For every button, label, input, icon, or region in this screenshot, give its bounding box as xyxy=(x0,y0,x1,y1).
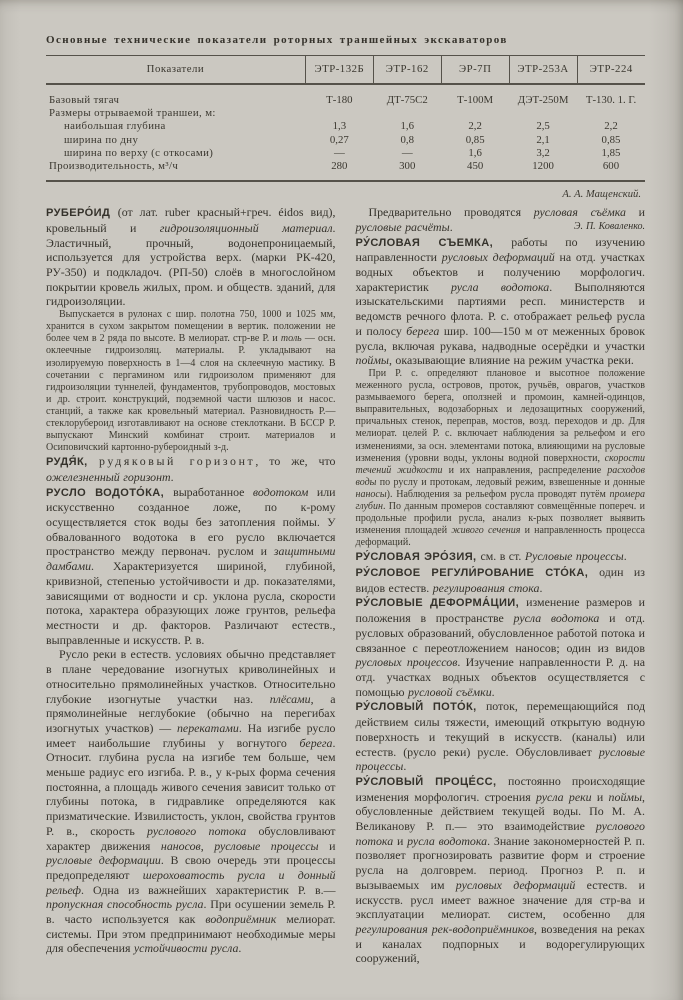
text-run: . Одна из важнейших характеристик Р. в.— xyxy=(80,882,336,897)
entry-ruslovoe-regulirovanie-stoka xyxy=(356,565,646,595)
spec-table-body xyxy=(46,84,645,181)
entry-ruberoid xyxy=(46,205,336,454)
paragraph xyxy=(46,309,336,454)
row-label: ширина по дну xyxy=(64,133,139,146)
paragraph xyxy=(356,549,646,565)
cell-value xyxy=(441,107,509,120)
row-label: наибольшая глубина xyxy=(64,120,166,133)
paragraph xyxy=(356,235,646,368)
cell-value: 2,5 xyxy=(536,120,550,133)
text-run: толь xyxy=(280,333,302,345)
paragraph xyxy=(356,595,646,699)
table-row xyxy=(46,134,645,147)
cell-value: 0,27 xyxy=(329,133,349,146)
cell-value: 2,2 xyxy=(468,120,482,133)
text-run: поймы xyxy=(608,789,643,804)
text-run: и xyxy=(591,789,609,804)
text-run: . Эластичный, прочный, водонепроницаемый, используется для устройства верх. (марки РК-420, РУ-350) и подкладоч. (РП-50) слоёв в многослойном покрытии кровель жилых, пром. и обществ. зданий, для гидроизоляции. xyxy=(46,220,336,309)
text-run: поймы xyxy=(355,353,389,368)
row-label: Производительность, м³/ч xyxy=(49,160,179,173)
headword: РУ́СЛОВАЯ СЪЕМКА, xyxy=(355,236,512,249)
text-run: русловые процессы xyxy=(355,744,645,774)
spec-table-header-row xyxy=(46,56,645,85)
text-run: Русловые процессы xyxy=(524,549,624,564)
column-header: ЭТР-224 xyxy=(577,56,645,85)
text-run: один из видов естеств. xyxy=(355,565,645,595)
text-run: русловые расчёты xyxy=(355,219,450,234)
text-run: на отд. участках водных объектов и получению морфологич. характеристик xyxy=(355,250,645,294)
cell-value: 1,3 xyxy=(332,120,347,133)
text-run: берега xyxy=(406,323,440,338)
entry-ruslo-vodotoka-continuation xyxy=(356,205,646,234)
cell-value: 450 xyxy=(467,160,484,173)
column-header: Показатели xyxy=(146,63,205,75)
paragraph xyxy=(356,699,646,774)
headword: РУДЯ́К, xyxy=(46,456,100,469)
text-run: русловых деформаций xyxy=(455,877,576,892)
text-run: (от лат. ruber красный+греч. éidos вид), кровельный и xyxy=(46,205,336,235)
text-run: по руслу и протокам, ледовый режим, взвешенные и донные xyxy=(376,476,645,488)
text-run: обусловливают характер движения xyxy=(46,823,336,853)
column-header: ЭТР-132Б xyxy=(305,56,373,85)
paragraph xyxy=(46,647,336,956)
text-run: , возведения на реках и каналах подпорных и водорегулирующих сооружений, xyxy=(355,921,645,966)
text-run: Выпускается в рулонах с шир. полотна 750, 1000 и 1025 мм, хранится в сухом закрытом помещении в вертик. положении не более чем в 2 ряда по высоте. В мелиорат. стр-ве Р. и xyxy=(46,309,336,345)
text-run: изменение размеров и положения в пространстве xyxy=(355,595,645,626)
text-run: . Относит. глубина русла на изгибе тем больше, чем меньше радиус его изгиба. Р. в., у к-рых форма сечения постоянна, а площадь живого сечения зависит только от глубины потока, в гидравлике определяются как призматические. Извилистость, уклон, свойства грунтов Р. в., скорость xyxy=(46,735,336,838)
cell-value: 2,1 xyxy=(536,133,550,146)
paragraph xyxy=(356,565,646,595)
table-row xyxy=(46,160,645,181)
text-run: . Знание закономерностей Р. п. позволяет прогнозировать развитие форм и строение русла на долговрем. период. Прогноз Р. п. и вызываемых им xyxy=(355,833,645,892)
cell-value: 1,6 xyxy=(468,146,482,159)
cell-value xyxy=(373,107,441,120)
text-run: . xyxy=(170,469,174,484)
table-caption: Основные технические показатели роторных траншейных экскаваторов xyxy=(46,34,508,46)
text-run: русла водотока xyxy=(450,279,550,294)
column-header: ЭТР-162 xyxy=(373,56,441,85)
text-run: русловая съёмка xyxy=(533,205,626,220)
text-run: берега xyxy=(299,735,333,750)
text-run: пропускная способность русла xyxy=(46,897,204,912)
entry-ruslovye-deformacii xyxy=(356,595,646,699)
cell-value: 0,8 xyxy=(400,133,414,146)
headword: РУ́СЛОВОЕ РЕГУЛИ́РОВАНИЕ СТО́КА, xyxy=(355,567,600,580)
text-run: шероховатость русла и донный рельеф xyxy=(46,867,336,897)
cell-value xyxy=(509,107,577,120)
cell-value: 280 xyxy=(331,160,348,173)
text-run: русловых процессов xyxy=(355,655,458,670)
cell-value: 1,85 xyxy=(601,146,621,159)
cell-value xyxy=(305,107,373,120)
text-run: . На изгибе русло имеет наибольшие глубины у вогнутого xyxy=(46,720,336,750)
text-run: . Выполняются изыскательскими партиями респ. министерств и ведомств речного флота. Р. с. отображает рельеф русла и полосу xyxy=(355,279,645,338)
cell-value xyxy=(577,107,645,120)
headword: РУБЕРО́ИД xyxy=(46,207,118,220)
text-run: . xyxy=(238,941,242,956)
text-run: плёсами xyxy=(269,691,311,706)
cell-value: 0,85 xyxy=(601,133,621,146)
column-header: ЭР-7П xyxy=(441,56,509,85)
paragraph xyxy=(46,205,336,309)
author-signature: А. А. Мащенский. xyxy=(562,189,641,201)
text-run: и xyxy=(393,833,408,848)
text-run: защитными дамбами xyxy=(46,544,336,574)
table-row xyxy=(46,107,645,120)
cell-value: 0,85 xyxy=(465,133,485,146)
column-header: ЭТР-253А xyxy=(509,56,577,85)
entry-ruslovyj-potok xyxy=(356,699,646,774)
text-run: водотоком xyxy=(252,484,309,499)
entry-ruslovaya-syomka xyxy=(356,235,646,550)
text-run: перекатами xyxy=(176,720,239,735)
cell-value: 300 xyxy=(399,160,416,173)
row-label: Размеры отрываемой траншеи, м: xyxy=(49,107,216,120)
cell-value: 1,6 xyxy=(400,120,414,133)
entry-ruslovyj-process xyxy=(356,774,646,966)
text-run: регулирования стока xyxy=(432,580,540,595)
text-run: , xyxy=(200,838,215,853)
text-run: и направленность процесса деформаций. xyxy=(355,525,645,549)
text-columns xyxy=(46,205,645,966)
text-run: или искусственно созданное ложе, по к-рому осуществляется сток воды без затопления поймы. У обвалованного водотока в его русло включается пространство между первонач. руслом и xyxy=(46,484,336,559)
paragraph xyxy=(46,454,336,484)
text-run: ). Наблюдения за рельефом русла проводят путём xyxy=(386,488,610,500)
text-run: — осн. оклеечные гидроизоляц. материалы. Р. укладывают на изолируемую поверхность в 1—4 слоя на склеечную мастику. В сочетании с пергамином или гидроизолом применяют для гидроизоляции туннелей, фундаментов, трубопроводов, мостовых и др. строит. конструкций, подземной части шлюзов и насос. станций, а также как кровельный материал. Разновидность Р.— стеклорубероид изготавливают на основе стеклоткани. В БССР Р. выпускают Минский комбинат строит. материалов и Осиповичский картонно-рубероидный з-д. xyxy=(46,333,336,454)
text-run: . xyxy=(449,219,453,234)
left-column xyxy=(46,205,336,966)
text-run: промера глубин xyxy=(355,488,645,512)
text-run: гидроизоляционный материал xyxy=(159,220,333,235)
right-column xyxy=(356,205,646,966)
text-run: При Р. с. определяют плановое и высотное положение меженного русла, островов, проток, ручьёв, оврагов, участков размываемого берега, оползней и промоин, камней-одинцов, выправительных, водозаборных и ледозащитных сооружений, причальных стенок, переправ, мостов, возд. переходов и др. Для мелиорат. целей Р. с. включает наблюдения за рельефом и его изменениями, за осн. элементами потока, влияющими на русловые изменения (уровни воды, уклоны водной поверхности, xyxy=(355,367,645,464)
text-run: шир. 100—150 м от меженных бровок русла, включая рукава, надводные осерёдки и участки xyxy=(355,323,645,353)
text-run: живого сечения xyxy=(451,525,521,537)
text-run: . По данным промеров составляют совмещённые попереч. и продольные профили русла, анализ к-рых позволяет выявить изменения площадей xyxy=(355,500,645,537)
row-label: ширина по верху (с откосами) xyxy=(64,146,214,159)
text-run: . xyxy=(623,549,627,564)
cell-value: Т-130. 1. Г. xyxy=(585,94,637,106)
text-run: и отд. русловых образований, обусловленное работой потока и связанное с переотложением наносов; один из видов xyxy=(355,611,645,655)
paragraph xyxy=(356,205,646,234)
text-run: . В свою очередь эти процессы предопределяют xyxy=(46,853,336,882)
text-run: русловой съёмки xyxy=(408,684,492,699)
cell-value: — xyxy=(401,146,413,159)
text-run: русла водотока xyxy=(513,611,600,626)
text-run: поток, перемещающийся под действием силы тяжести, имеющий открытую водную поверхность и текущий в искусств. (каналы) или естеств. (русло реки) русле. Обусловливает xyxy=(355,699,645,759)
excavator-spec-table xyxy=(46,55,645,182)
text-run: наносы xyxy=(355,488,387,500)
text-run: естеств. и искусств. русл имеет важное значение для стр-ва и эксплуатации мелиорат. систем, особенно для xyxy=(355,877,645,922)
text-run: русловых деформаций xyxy=(441,250,555,265)
cell-value: 3,2 xyxy=(536,146,550,159)
text-run: и xyxy=(625,205,645,220)
headword: РУ́СЛОВАЯ ЭРО́ЗИЯ, xyxy=(355,551,481,564)
text-run: . Характеризуется шириной, глубиной, кривизной, степенью устойчивости и др. показателями, зависящими от водности и ср. уклона русла, скорости потока, характера образующих ложе грунтов, рельефа местности и др. факторов. Различают естеств., выправленные и искусств. Р. в. xyxy=(46,559,336,647)
text-run: русла реки xyxy=(535,789,592,804)
cell-value: ДТ-75С2 xyxy=(386,94,428,106)
text-run: . Изучение направленности Р. д. на отд. участках водных объектов осуществляется с помощью xyxy=(355,655,645,699)
text-run: , то же, что xyxy=(255,454,336,469)
text-run: скорости течений жидкости xyxy=(355,452,645,476)
spec-table-head xyxy=(46,56,645,85)
text-run: работы по изучению направленности xyxy=(355,234,645,265)
headword: РУ́СЛОВЫЙ ПРОЦЕ́СС, xyxy=(355,775,509,788)
text-run: , а прямолинейные неглубокие (обычно на перегибах изогнутых участков) — xyxy=(46,691,336,735)
text-run: Предварительно проводятся xyxy=(368,205,534,220)
author-signature: Э. П. Коваленко. xyxy=(573,220,645,232)
text-run: Русло реки в естеств. условиях обычно представляет в плане чередование изогнутых криволинейных и относительно прямолинейных участков. Относительно глубокие изогнутые участки наз. xyxy=(46,647,336,706)
headword: РУ́СЛОВЫЙ ПОТО́К, xyxy=(355,701,486,714)
row-label: Базовый тягач xyxy=(49,94,120,106)
cell-value: ДЭТ-250М xyxy=(517,94,569,106)
cell-value: Т-180 xyxy=(326,94,353,106)
entry-rudyak xyxy=(46,454,336,484)
text-run: и их направления, распределение xyxy=(442,464,608,476)
text-run: расходов воды xyxy=(355,464,646,488)
headword: РУСЛО ВОДОТО́КА, xyxy=(46,486,174,499)
text-run: русловые деформации xyxy=(46,853,161,868)
text-run: . xyxy=(491,684,495,699)
text-run: наносов xyxy=(160,838,201,853)
cell-value: 2,2 xyxy=(604,120,618,133)
text-run: постоянно происходящие изменения морфологич. строения xyxy=(355,773,646,804)
paragraph xyxy=(46,485,336,648)
text-run: см. в ст. xyxy=(480,549,525,564)
text-run: ожелезненный горизонт xyxy=(46,469,171,484)
text-run: выработанное xyxy=(173,484,253,499)
text-run: . При осушении земель Р. в. часто используется как xyxy=(46,897,336,927)
headword: РУ́СЛОВЫЕ ДЕФОРМА́ЦИИ, xyxy=(355,597,527,610)
text-run: водоприёмник xyxy=(205,912,277,927)
table-row xyxy=(46,120,645,133)
text-run: руслового потока xyxy=(147,823,247,838)
text-run: руслового потока xyxy=(355,819,645,848)
text-run: русла водотока xyxy=(407,833,488,848)
text-run: регулирования рек-водоприёмников xyxy=(355,921,534,936)
paragraph xyxy=(356,368,646,549)
text-run: мелиорат. системы. При этом предпринимают необходимые меры для обеспечения xyxy=(46,912,336,956)
paragraph xyxy=(356,774,646,966)
text-run: , оказывающие влияние на режим участка реки. xyxy=(388,353,634,368)
text-run: , обусловленные действием текущей воды. По М. А. Великанову Р. п.— это взаимодействие xyxy=(355,789,646,834)
text-run: устойчивости русла xyxy=(133,941,239,956)
cell-value: Т-100М xyxy=(457,94,494,106)
entry-ruslovaya-eroziya xyxy=(356,549,646,565)
entry-ruslo-vodotoka xyxy=(46,485,336,957)
cell-value: 600 xyxy=(602,160,620,173)
cell-value: — xyxy=(333,146,345,159)
cell-value: 1200 xyxy=(532,160,554,173)
text-run: рудяковый горизонт xyxy=(99,454,256,469)
table-row xyxy=(46,84,645,107)
text-run: русловые процессы xyxy=(214,838,319,853)
text-run: . xyxy=(403,759,407,774)
text-run: и xyxy=(318,838,336,853)
table-row xyxy=(46,147,645,160)
text-run: . xyxy=(539,580,543,595)
